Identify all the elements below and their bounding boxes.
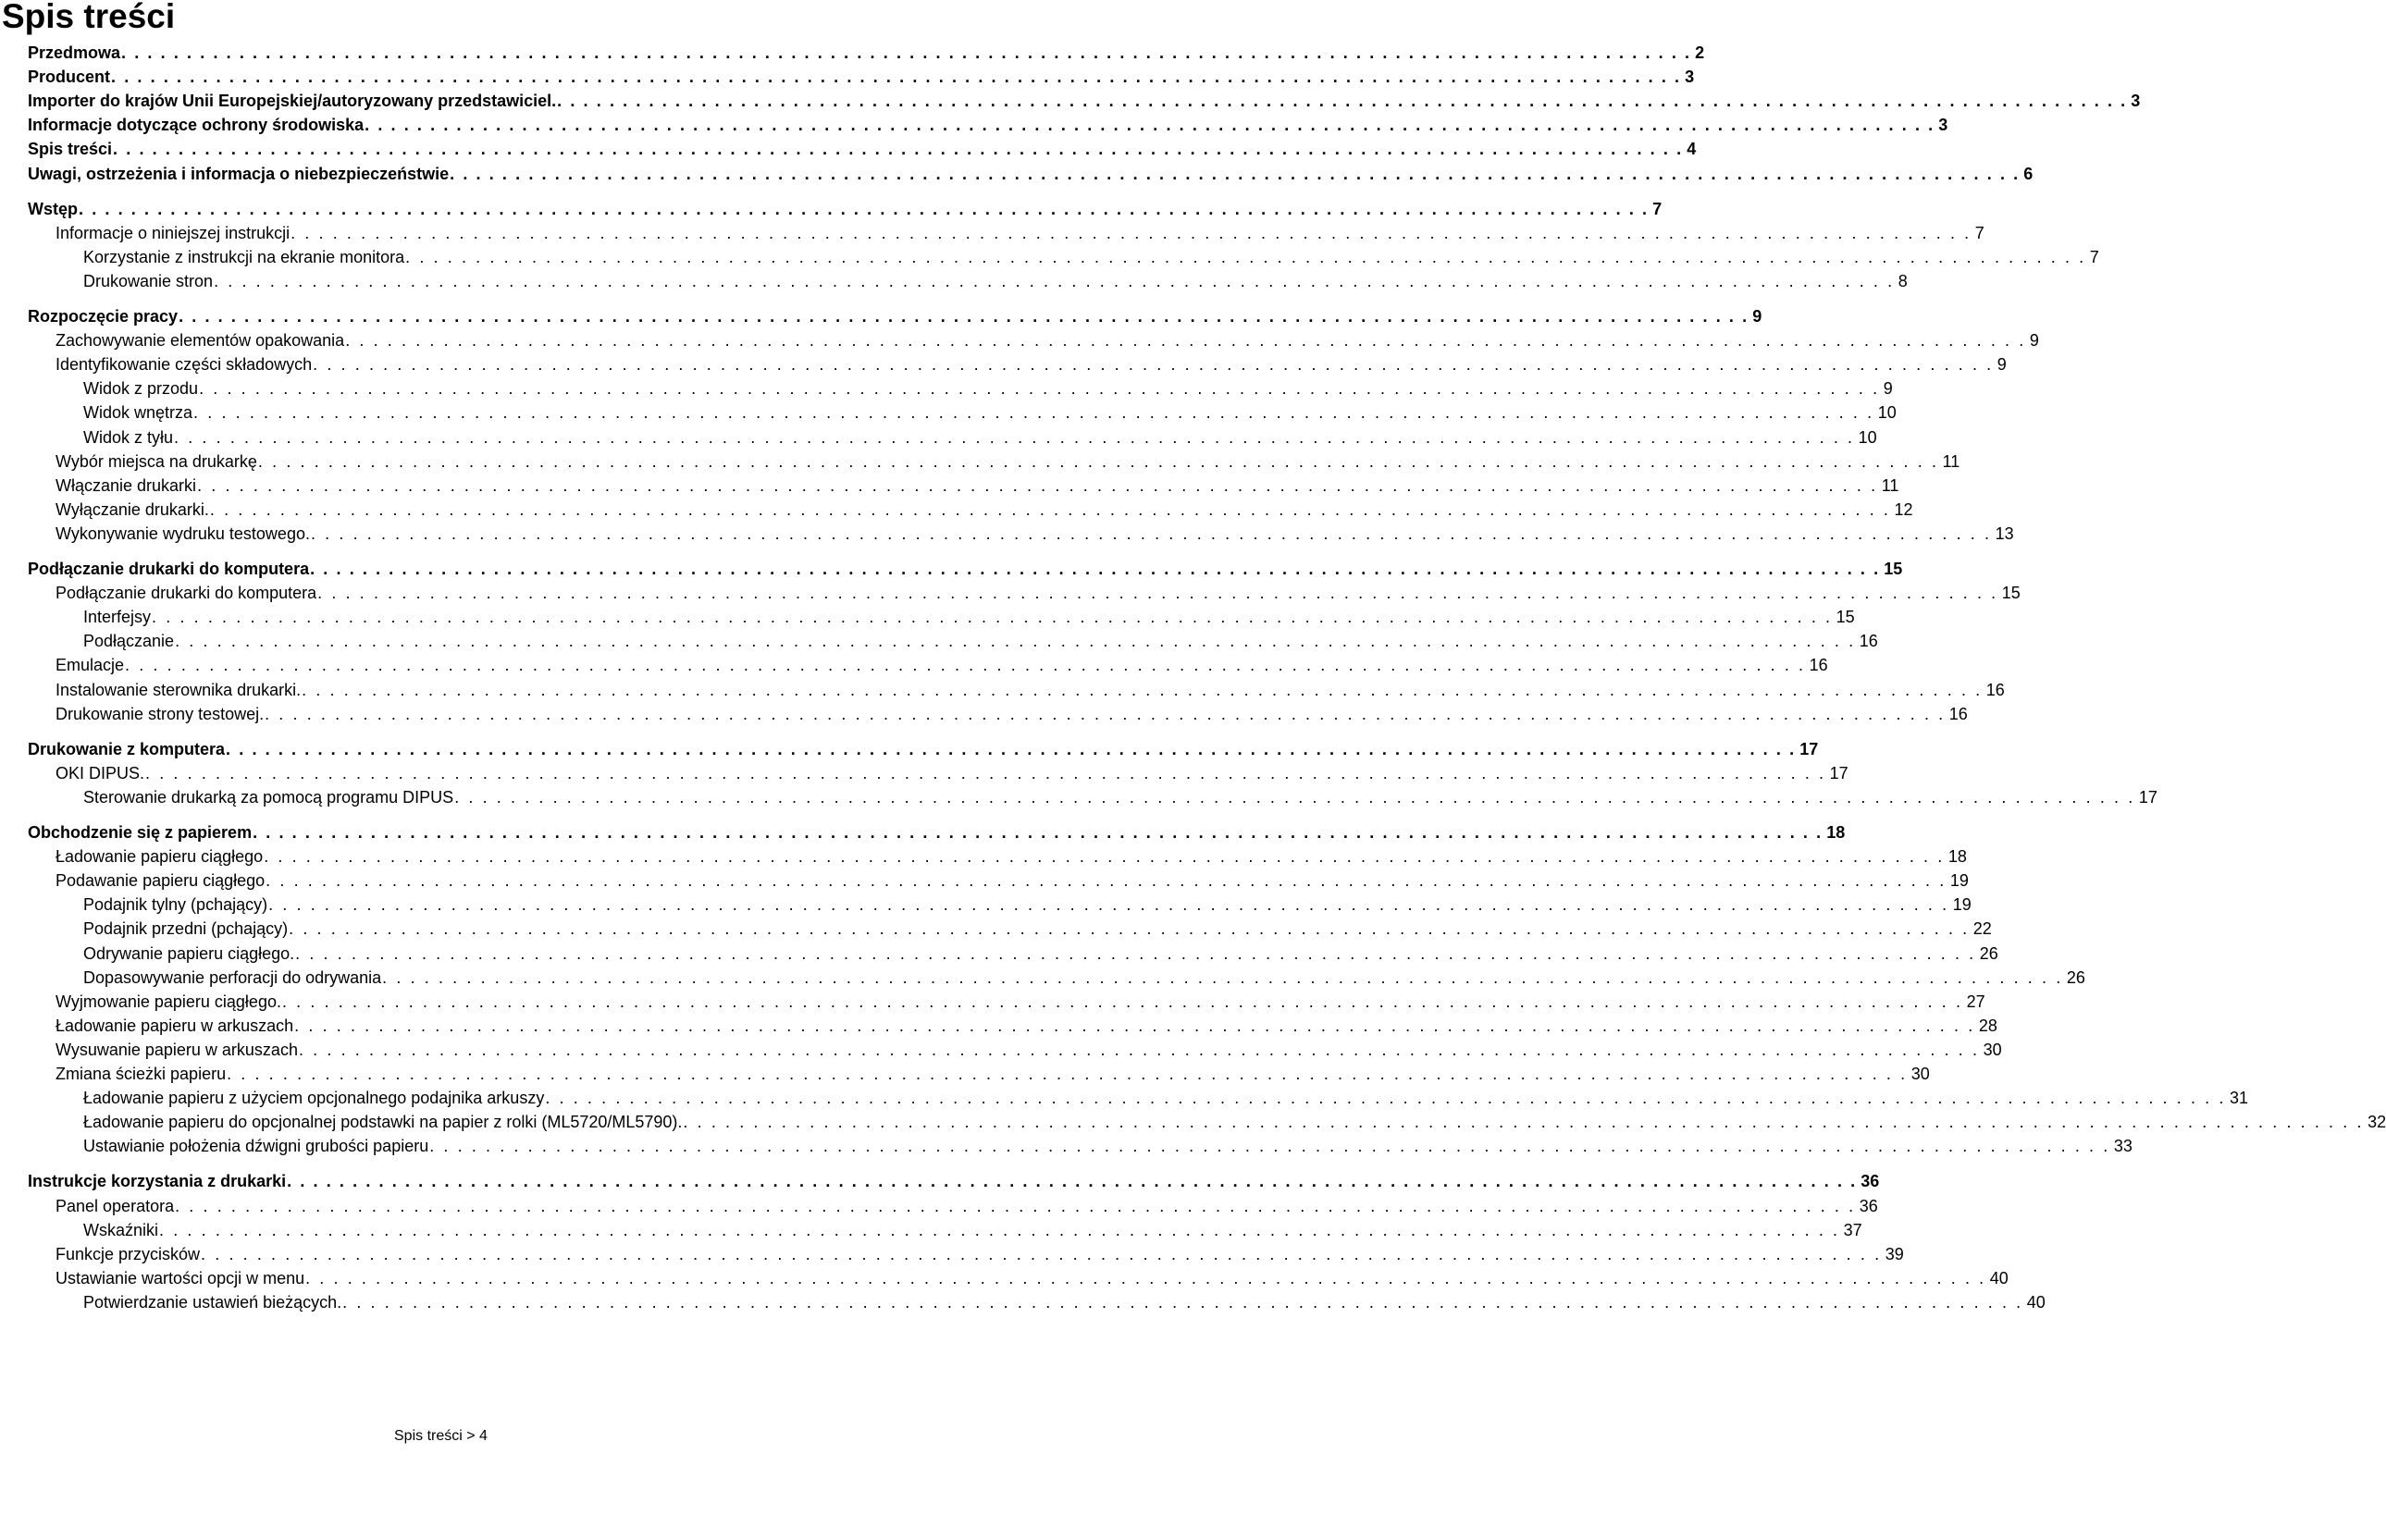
toc-entry[interactable]: [56, 221, 1984, 245]
toc-page-number: 19: [1949, 871, 1969, 891]
toc-page-number: 32: [2367, 1113, 2386, 1132]
toc-entry-title: OKI DIPUS.: [56, 763, 145, 782]
toc-page-number: 16: [1948, 704, 1968, 723]
toc-entry-title: Potwierdzanie ustawień bieżących.: [83, 1292, 342, 1312]
toc-entry-title: Instrukcje korzystania z drukarki: [28, 1172, 287, 1191]
dot-leader: . . . . . . . . . . . . . . . . . . . . . . . . . . . . . . . . . . . . . . . . . . . . . . . . . . . . . . . . . . . . . . . . . . . . . . . . . . . . . . . . . . . . . . . . . . . . . . . . . . . . . . . . . . . . . . . . . . . . . . . .: [450, 164, 2021, 183]
toc-entry-title: Informacje dotyczące ochrony środowiska: [28, 116, 365, 135]
toc-entry-title: Odrywanie papieru ciągłego.: [83, 943, 295, 963]
toc-page-number: 30: [1910, 1065, 1930, 1083]
toc-page-number: 9: [1883, 379, 1893, 399]
dot-leader: . . . . . . . . . . . . . . . . . . . . . . . . . . . . . . . . . . . . . . . . . . . . . . . . . . . . . . . . . . . . . . . . . . . . . . . . . . . . . . . . . . . . . . . . . . . . . . . . . . . . . . . . . . . . . . . . . . . . . . . .: [405, 247, 2086, 266]
dot-leader: . . . . . . . . . . . . . . . . . . . . . . . . . . . . . . . . . . . . . . . . . . . . . . . . . . . . . . . . . . . . . . . . . . . . . . . . . . . . . . . . . . . . . . . . . . . . . . . . . . . . . . . . . . . . . . . . . . . . . . . .: [365, 116, 1935, 135]
dot-leader: . . . . . . . . . . . . . . . . . . . . . . . . . . . . . . . . . . . . . . . . . . . . . . . . . . . . . . . . . . . . . . . . . . . . . . . . . . . . . . . . . . . . . . . . . . . . . . . . . . . . . . . . . . . . . . . . . . . . . . . .: [201, 1244, 1882, 1263]
toc-entry-title: Wstęp: [28, 199, 78, 218]
page-title: Spis treści: [2, 0, 176, 35]
toc-entry-title: Ustawianie położenia dźwigni grubości papieru: [83, 1137, 429, 1156]
toc-entry-title: Wybór miejsca na drukarkę: [56, 451, 257, 471]
toc-entry-title: Wyjmowanie papieru ciągłego.: [56, 992, 281, 1011]
toc-entry[interactable]: [56, 990, 1985, 1014]
toc-entry-title: Wskaźniki: [83, 1220, 159, 1239]
toc-entry[interactable]: [83, 942, 1998, 966]
toc-entry[interactable]: [56, 869, 1969, 893]
dot-leader: . . . . . . . . . . . . . . . . . . . . . . . . . . . . . . . . . . . . . . . . . . . . . . . . . . . . . . . . . . . . . . . . . . . . . . . . . . . . . . . . . . . . . . . . . . . . . . . . . . . . . . . . . . . . . . . . . . . . . . . .: [266, 871, 1947, 891]
dot-leader: . . . . . . . . . . . . . . . . . . . . . . . . . . . . . . . . . . . . . . . . . . . . . . . . . . . . . . . . . . . . . . . . . . . . . . . . . . . . . . . . . . . . . . . . . . . . . . . . . . . . . . . . . . . . . . . . . . . . . . . .: [179, 307, 1749, 326]
toc-page-number: 10: [1877, 403, 1897, 423]
toc-page-number: 11: [1942, 451, 1960, 471]
toc-entry[interactable]: [83, 425, 1877, 450]
toc-entry[interactable]: [83, 1110, 2386, 1134]
dot-leader: . . . . . . . . . . . . . . . . . . . . . . . . . . . . . . . . . . . . . . . . . . . . . . . . . . . . . . . . . . . . . . . . . . . . . . . . . . . . . . . . . . . . . . . . . . . . . . . . . . . . . . . . . . . . . . . . . . . . . . . .: [113, 140, 1684, 159]
toc-page-number: 7: [1652, 199, 1663, 218]
toc-entry-title: Podawanie papieru ciągłego: [56, 871, 266, 891]
toc-entry-title: Obchodzenie się z papierem: [28, 823, 253, 842]
toc-entry-title: Instalowanie sterownika drukarki.: [56, 680, 302, 699]
toc-page-number: 3: [1938, 116, 1948, 135]
toc-entry-title: Podłączanie drukarki do komputera: [28, 560, 310, 578]
dot-leader: . . . . . . . . . . . . . . . . . . . . . . . . . . . . . . . . . . . . . . . . . . . . . . . . . . . . . . . . . . . . . . . . . . . . . . . . . . . . . . . . . . . . . . . . . . . . . . . . . . . . . . . . . . . . . . . . . . . . . . . .: [683, 1113, 2365, 1132]
toc-entry[interactable]: [56, 1038, 2002, 1062]
toc-entry-title: Przedmowa: [28, 43, 121, 62]
toc-entry[interactable]: [56, 678, 2005, 702]
dot-leader: . . . . . . . . . . . . . . . . . . . . . . . . . . . . . . . . . . . . . . . . . . . . . . . . . . . . . . . . . . . . . . . . . . . . . . . . . . . . . . . . . . . . . . . . . . . . . . . . . . . . . . . . . . . . . . . . . . . . . . . .: [429, 1137, 2110, 1156]
toc-entry[interactable]: [56, 474, 1899, 498]
dot-leader: . . . . . . . . . . . . . . . . . . . . . . . . . . . . . . . . . . . . . . . . . . . . . . . . . . . . . . . . . . . . . . . . . . . . . . . . . . . . . . . . . . . . . . . . . . . . . . . . . . . . . . . . . . . . . . . . . . . . . . . .: [265, 704, 1946, 723]
dot-leader: . . . . . . . . . . . . . . . . . . . . . . . . . . . . . . . . . . . . . . . . . . . . . . . . . . . . . . . . . . . . . . . . . . . . . . . . . . . . . . . . . . . . . . . . . . . . . . . . . . . . . . . . . . . . . . . . . . . . . . . .: [199, 379, 1880, 399]
toc-page-number: 40: [1989, 1268, 2009, 1287]
toc-entry[interactable]: [83, 400, 1897, 425]
toc-page-number: 15: [1836, 608, 1855, 627]
toc-entry-title: Widok wnętrza: [83, 403, 193, 423]
toc-page-number: 18: [1826, 823, 1846, 842]
toc-entry[interactable]: [56, 1242, 1904, 1266]
toc-page-number: 18: [1947, 847, 1967, 867]
toc-entry[interactable]: [56, 1194, 1878, 1218]
dot-leader: . . . . . . . . . . . . . . . . . . . . . . . . . . . . . . . . . . . . . . . . . . . . . . . . . . . . . . . . . . . . . . . . . . . . . . . . . . . . . . . . . . . . . . . . . . . . . . . . . . . . . . . . . . . . . . . . . . . . . . . .: [174, 427, 1855, 447]
toc-page-number: 3: [1685, 68, 1695, 87]
toc-page-number: 17: [1799, 739, 1819, 758]
toc-entry-title: Podajnik przedni (pchający): [83, 919, 289, 939]
toc-entry-title: Ustawianie wartości opcji w menu: [56, 1268, 305, 1287]
toc-entry[interactable]: [56, 328, 2039, 352]
toc-page-number: 26: [2066, 967, 2085, 987]
toc-page-number: 39: [1885, 1244, 1904, 1263]
toc-entry[interactable]: [83, 605, 1855, 629]
toc-entry[interactable]: [83, 893, 1972, 917]
dot-leader: . . . . . . . . . . . . . . . . . . . . . . . . . . . . . . . . . . . . . . . . . . . . . . . . . . . . . . . . . . . . . . . . . . . . . . . . . . . . . . . . . . . . . . . . . . . . . . . . . . . . . . . . . . . . . . . . . . . . . . . .: [298, 1040, 1980, 1059]
toc-entry-title: Włączanie drukarki: [56, 475, 197, 495]
toc-entry-title: Identyfikowanie części składowych: [56, 355, 313, 375]
toc-chapter-entry[interactable]: [28, 820, 1846, 844]
toc-entry[interactable]: [83, 245, 2099, 269]
toc-entry-title: Ładowanie papieru ciągłego: [56, 847, 264, 867]
toc-entry[interactable]: [56, 581, 2021, 605]
dot-leader: . . . . . . . . . . . . . . . . . . . . . . . . . . . . . . . . . . . . . . . . . . . . . . . . . . . . . . . . . . . . . . . . . . . . . . . . . . . . . . . . . . . . . . . . . . . . . . . . . . . . . . . . . . . . . . . . . . . . . . . .: [268, 895, 1949, 915]
toc-chapter-entry[interactable]: [28, 113, 1948, 137]
dot-leader: . . . . . . . . . . . . . . . . . . . . . . . . . . . . . . . . . . . . . . . . . . . . . . . . . . . . . . . . . . . . . . . . . . . . . . . . . . . . . . . . . . . . . . . . . . . . . . . . . . . . . . . . . . . . . . . . . . . . . . . .: [317, 584, 1998, 603]
dot-leader: . . . . . . . . . . . . . . . . . . . . . . . . . . . . . . . . . . . . . . . . . . . . . . . . . . . . . . . . . . . . . . . . . . . . . . . . . . . . . . . . . . . . . . . . . . . . . . . . . . . . . . . . . . . . . . . . . . . . . . . .: [305, 1268, 1986, 1287]
toc-entry[interactable]: [56, 522, 2014, 546]
toc-entry[interactable]: [56, 761, 1848, 785]
toc-page-number: 30: [1983, 1040, 2002, 1059]
toc-entry[interactable]: [83, 269, 1908, 293]
toc-entry[interactable]: [83, 917, 1992, 941]
dot-leader: . . . . . . . . . . . . . . . . . . . . . . . . . . . . . . . . . . . . . . . . . . . . . . . . . . . . . . . . . . . . . . . . . . . . . . . . . . . . . . . . . . . . . . . . . . . . . . . . . . . . . . . . . . . . . . . . . . . . . . . .: [125, 656, 1806, 675]
toc-entry-title: Podłączanie: [83, 632, 175, 651]
dot-leader: . . . . . . . . . . . . . . . . . . . . . . . . . . . . . . . . . . . . . . . . . . . . . . . . . . . . . . . . . . . . . . . . . . . . . . . . . . . . . . . . . . . . . . . . . . . . . . . . . . . . . . . . . . . . . . . . . . . . . . . .: [253, 823, 1823, 842]
dot-leader: . . . . . . . . . . . . . . . . . . . . . . . . . . . . . . . . . . . . . . . . . . . . . . . . . . . . . . . . . . . . . . . . . . . . . . . . . . . . . . . . . . . . . . . . . . . . . . . . . . . . . . . . . . . . . . . . . . . . . . . .: [111, 68, 1682, 87]
toc-entry[interactable]: [83, 629, 1878, 653]
toc-entry-title: Ładowanie papieru w arkuszach: [56, 1016, 294, 1035]
toc-entry[interactable]: [56, 1266, 2009, 1290]
toc-entry-title: Zmiana ścieżki papieru: [56, 1065, 227, 1083]
dot-leader: . . . . . . . . . . . . . . . . . . . . . . . . . . . . . . . . . . . . . . . . . . . . . . . . . . . . . . . . . . . . . . . . . . . . . . . . . . . . . . . . . . . . . . . . . . . . . . . . . . . . . . . . . . . . . . . . . . . . . . . .: [209, 499, 1891, 519]
toc-entry[interactable]: [83, 966, 2085, 990]
dot-leader: . . . . . . . . . . . . . . . . . . . . . . . . . . . . . . . . . . . . . . . . . . . . . . . . . . . . . . . . . . . . . . . . . . . . . . . . . . . . . . . . . . . . . . . . . . . . . . . . . . . . . . . . . . . . . . . . . . . . . . . .: [121, 43, 1692, 62]
toc-page-number: 3: [2131, 92, 2141, 111]
dot-leader: . . . . . . . . . . . . . . . . . . . . . . . . . . . . . . . . . . . . . . . . . . . . . . . . . . . . . . . . . . . . . . . . . . . . . . . . . . . . . . . . . . . . . . . . . . . . . . . . . . . . . . . . . . . . . . . . . . . . . . . .: [382, 967, 2063, 987]
toc-page-number: 4: [1687, 140, 1697, 159]
toc-entry[interactable]: [83, 376, 1893, 400]
toc-entry[interactable]: [83, 1086, 2248, 1110]
toc-entry-title: Drukowanie z komputera: [28, 739, 226, 758]
dot-leader: . . . . . . . . . . . . . . . . . . . . . . . . . . . . . . . . . . . . . . . . . . . . . . . . . . . . . . . . . . . . . . . . . . . . . . . . . . . . . . . . . . . . . . . . . . . . . . . . . . . . . . . . . . . . . . . . . . . . . . . .: [313, 355, 1994, 375]
toc-page-number: 2: [1695, 43, 1705, 62]
toc-entry-title: Dopasowywanie perforacji do odrywania: [83, 967, 382, 987]
toc-entry-title: Uwagi, ostrzeżenia i informacja o niebezpieczeństwie: [28, 164, 450, 183]
toc-chapter-entry[interactable]: [28, 304, 1762, 328]
toc-entry-title: Importer do krajów Unii Europejskiej/autoryzowany przedstawiciel.: [28, 92, 557, 111]
toc-page-number: 28: [1978, 1016, 1997, 1035]
dot-leader: . . . . . . . . . . . . . . . . . . . . . . . . . . . . . . . . . . . . . . . . . . . . . . . . . . . . . . . . . . . . . . . . . . . . . . . . . . . . . . . . . . . . . . . . . . . . . . . . . . . . . . . . . . . . . . . . . . . . . . . .: [454, 787, 2135, 807]
toc-page-number: 36: [1859, 1196, 1878, 1215]
toc-page-number: 7: [2089, 247, 2099, 266]
toc-entry-title: Drukowanie stron: [83, 271, 214, 290]
toc-chapter-entry[interactable]: [28, 41, 1705, 65]
toc-page-number: 36: [1861, 1172, 1880, 1191]
toc-page-number: 19: [1952, 895, 1972, 915]
dot-leader: . . . . . . . . . . . . . . . . . . . . . . . . . . . . . . . . . . . . . . . . . . . . . . . . . . . . . . . . . . . . . . . . . . . . . . . . . . . . . . . . . . . . . . . . . . . . . . . . . . . . . . . . . . . . . . . . . . . . . . . .: [557, 92, 2128, 111]
toc-entry-title: Widok z przodu: [83, 379, 199, 399]
dot-leader: . . . . . . . . . . . . . . . . . . . . . . . . . . . . . . . . . . . . . . . . . . . . . . . . . . . . . . . . . . . . . . . . . . . . . . . . . . . . . . . . . . . . . . . . . . . . . . . . . . . . . . . . . . . . . . . . . . . . . . . .: [281, 992, 1963, 1011]
toc-page-number: 27: [1966, 992, 1985, 1011]
toc-entry-title: Drukowanie strony testowej.: [56, 704, 265, 723]
toc-page-number: 16: [1859, 632, 1878, 651]
dot-leader: . . . . . . . . . . . . . . . . . . . . . . . . . . . . . . . . . . . . . . . . . . . . . . . . . . . . . . . . . . . . . . . . . . . . . . . . . . . . . . . . . . . . . . . . . . . . . . . . . . . . . . . . . . . . . . . . . . . . . . . .: [291, 223, 1972, 242]
toc-entry-title: Emulacje: [56, 656, 125, 675]
toc-page-number: 37: [1843, 1220, 1862, 1239]
toc-page-number: 9: [1997, 355, 2007, 375]
toc-entry[interactable]: [83, 1218, 1862, 1242]
toc-entry-title: Wysuwanie papieru w arkuszach: [56, 1040, 298, 1059]
toc-entry-title: Producent: [28, 68, 111, 87]
toc-page-number: 40: [2026, 1292, 2046, 1312]
dot-leader: . . . . . . . . . . . . . . . . . . . . . . . . . . . . . . . . . . . . . . . . . . . . . . . . . . . . . . . . . . . . . . . . . . . . . . . . . . . . . . . . . . . . . . . . . . . . . . . . . . . . . . . . . . . . . . . . . . . . . . . .: [310, 560, 1881, 578]
toc-page-number: 17: [2138, 787, 2157, 807]
toc-page-number: 9: [1752, 307, 1762, 326]
toc-chapter-entry[interactable]: [28, 557, 1903, 581]
toc-entry[interactable]: [56, 1014, 1997, 1038]
toc-page-number: 22: [1972, 919, 1992, 939]
toc-page-number: 33: [2113, 1137, 2133, 1156]
toc-page-number: 8: [1898, 271, 1908, 290]
toc-chapter-entry[interactable]: [28, 65, 1695, 89]
toc-entry[interactable]: [56, 702, 1968, 726]
dot-leader: . . . . . . . . . . . . . . . . . . . . . . . . . . . . . . . . . . . . . . . . . . . . . . . . . . . . . . . . . . . . . . . . . . . . . . . . . . . . . . . . . . . . . . . . . . . . . . . . . . . . . . . . . . . . . . . . . . . . . . . .: [264, 847, 1945, 867]
dot-leader: . . . . . . . . . . . . . . . . . . . . . . . . . . . . . . . . . . . . . . . . . . . . . . . . . . . . . . . . . . . . . . . . . . . . . . . . . . . . . . . . . . . . . . . . . . . . . . . . . . . . . . . . . . . . . . . . . . . . . . . .: [197, 475, 1878, 495]
toc-entry-title: Panel operatora: [56, 1196, 175, 1215]
toc-entry-title: Sterowanie drukarką za pomocą programu DIPUS: [83, 787, 454, 807]
toc-entry[interactable]: [56, 844, 1967, 869]
toc-chapter-entry[interactable]: [28, 197, 1663, 221]
dot-leader: . . . . . . . . . . . . . . . . . . . . . . . . . . . . . . . . . . . . . . . . . . . . . . . . . . . . . . . . . . . . . . . . . . . . . . . . . . . . . . . . . . . . . . . . . . . . . . . . . . . . . . . . . . . . . . . . . . . . . . . .: [152, 608, 1833, 627]
toc-entry[interactable]: [56, 653, 1828, 677]
toc-entry[interactable]: [56, 1062, 1930, 1086]
dot-leader: . . . . . . . . . . . . . . . . . . . . . . . . . . . . . . . . . . . . . . . . . . . . . . . . . . . . . . . . . . . . . . . . . . . . . . . . . . . . . . . . . . . . . . . . . . . . . . . . . . . . . . . . . . . . . . . . . . . . . . . .: [214, 271, 1895, 290]
toc-entry[interactable]: [83, 1290, 2046, 1314]
toc-page-number: 16: [1809, 656, 1828, 675]
page-footer: Spis treści > 4: [394, 1428, 488, 1444]
toc-entry-title: Funkcje przycisków: [56, 1244, 201, 1263]
toc-page-number: 11: [1881, 475, 1899, 495]
toc-entry[interactable]: [83, 1134, 2133, 1158]
dot-leader: . . . . . . . . . . . . . . . . . . . . . . . . . . . . . . . . . . . . . . . . . . . . . . . . . . . . . . . . . . . . . . . . . . . . . . . . . . . . . . . . . . . . . . . . . . . . . . . . . . . . . . . . . . . . . . . . . . . . . . . .: [226, 739, 1797, 758]
toc-entry[interactable]: [56, 450, 1960, 474]
toc-entry-title: Korzystanie z instrukcji na ekranie monitora: [83, 247, 405, 266]
dot-leader: . . . . . . . . . . . . . . . . . . . . . . . . . . . . . . . . . . . . . . . . . . . . . . . . . . . . . . . . . . . . . . . . . . . . . . . . . . . . . . . . . . . . . . . . . . . . . . . . . . . . . . . . . . . . . . . . . . . . . . . .: [175, 632, 1856, 651]
dot-leader: . . . . . . . . . . . . . . . . . . . . . . . . . . . . . . . . . . . . . . . . . . . . . . . . . . . . . . . . . . . . . . . . . . . . . . . . . . . . . . . . . . . . . . . . . . . . . . . . . . . . . . . . . . . . . . . . . . . . . . . .: [545, 1089, 2226, 1108]
toc-chapter-entry[interactable]: [28, 737, 1819, 761]
dot-leader: . . . . . . . . . . . . . . . . . . . . . . . . . . . . . . . . . . . . . . . . . . . . . . . . . . . . . . . . . . . . . . . . . . . . . . . . . . . . . . . . . . . . . . . . . . . . . . . . . . . . . . . . . . . . . . . . . . . . . . . .: [193, 403, 1874, 423]
toc-entry-title: Interfejsy: [83, 608, 152, 627]
toc-chapter-entry[interactable]: [28, 89, 2141, 113]
toc-page-number: 15: [2001, 584, 2021, 603]
toc-entry-title: Rozpoczęcie pracy: [28, 307, 179, 326]
dot-leader: . . . . . . . . . . . . . . . . . . . . . . . . . . . . . . . . . . . . . . . . . . . . . . . . . . . . . . . . . . . . . . . . . . . . . . . . . . . . . . . . . . . . . . . . . . . . . . . . . . . . . . . . . . . . . . . . . . . . . . . .: [257, 451, 1939, 471]
toc-page-number: 31: [2229, 1089, 2248, 1108]
dot-leader: . . . . . . . . . . . . . . . . . . . . . . . . . . . . . . . . . . . . . . . . . . . . . . . . . . . . . . . . . . . . . . . . . . . . . . . . . . . . . . . . . . . . . . . . . . . . . . . . . . . . . . . . . . . . . . . . . . . . . . . .: [159, 1220, 1840, 1239]
toc-entry-title: Podajnik tylny (pchający): [83, 895, 268, 915]
toc-page-number: 26: [1979, 943, 1998, 963]
toc-page-number: 10: [1858, 427, 1877, 447]
toc-page-number: 9: [2029, 331, 2039, 351]
toc-page-number: 6: [2023, 164, 2034, 183]
dot-leader: . . . . . . . . . . . . . . . . . . . . . . . . . . . . . . . . . . . . . . . . . . . . . . . . . . . . . . . . . . . . . . . . . . . . . . . . . . . . . . . . . . . . . . . . . . . . . . . . . . . . . . . . . . . . . . . . . . . . . . . .: [295, 943, 1976, 963]
dot-leader: . . . . . . . . . . . . . . . . . . . . . . . . . . . . . . . . . . . . . . . . . . . . . . . . . . . . . . . . . . . . . . . . . . . . . . . . . . . . . . . . . . . . . . . . . . . . . . . . . . . . . . . . . . . . . . . . . . . . . . . .: [294, 1016, 1975, 1035]
toc-entry-title: Zachowywanie elementów opakowania: [56, 331, 345, 351]
toc-entry-title: Informacje o niniejszej instrukcji: [56, 223, 291, 242]
dot-leader: . . . . . . . . . . . . . . . . . . . . . . . . . . . . . . . . . . . . . . . . . . . . . . . . . . . . . . . . . . . . . . . . . . . . . . . . . . . . . . . . . . . . . . . . . . . . . . . . . . . . . . . . . . . . . . . . . . . . . . . .: [289, 919, 1970, 939]
toc-entry-title: Podłączanie drukarki do komputera: [56, 584, 317, 603]
toc-chapter-entry[interactable]: [28, 137, 1697, 161]
toc-page-number: 13: [1995, 524, 2014, 543]
toc-page-number: 15: [1884, 560, 1903, 578]
toc-page-number: 7: [1974, 223, 1984, 242]
toc-entry-title: Spis treści: [28, 140, 113, 159]
dot-leader: . . . . . . . . . . . . . . . . . . . . . . . . . . . . . . . . . . . . . . . . . . . . . . . . . . . . . . . . . . . . . . . . . . . . . . . . . . . . . . . . . . . . . . . . . . . . . . . . . . . . . . . . . . . . . . . . . . . . . . . .: [227, 1065, 1908, 1083]
toc-entry-title: Wykonywanie wydruku testowego.: [56, 524, 310, 543]
dot-leader: . . . . . . . . . . . . . . . . . . . . . . . . . . . . . . . . . . . . . . . . . . . . . . . . . . . . . . . . . . . . . . . . . . . . . . . . . . . . . . . . . . . . . . . . . . . . . . . . . . . . . . . . . . . . . . . . . . . . . . . .: [145, 763, 1826, 782]
toc-entry-title: Widok z tyłu: [83, 427, 174, 447]
toc-entry[interactable]: [83, 785, 2157, 809]
toc-chapter-entry[interactable]: [28, 162, 2034, 186]
toc-entry[interactable]: [56, 498, 1913, 522]
dot-leader: . . . . . . . . . . . . . . . . . . . . . . . . . . . . . . . . . . . . . . . . . . . . . . . . . . . . . . . . . . . . . . . . . . . . . . . . . . . . . . . . . . . . . . . . . . . . . . . . . . . . . . . . . . . . . . . . . . . . . . . .: [342, 1292, 2023, 1312]
toc-entry-title: Wyłączanie drukarki.: [56, 499, 209, 519]
toc-entry-title: Ładowanie papieru z użyciem opcjonalnego podajnika arkuszy: [83, 1089, 545, 1108]
dot-leader: . . . . . . . . . . . . . . . . . . . . . . . . . . . . . . . . . . . . . . . . . . . . . . . . . . . . . . . . . . . . . . . . . . . . . . . . . . . . . . . . . . . . . . . . . . . . . . . . . . . . . . . . . . . . . . . . . . . . . . . .: [310, 524, 1992, 543]
toc-page-number: 16: [1985, 680, 2005, 699]
dot-leader: . . . . . . . . . . . . . . . . . . . . . . . . . . . . . . . . . . . . . . . . . . . . . . . . . . . . . . . . . . . . . . . . . . . . . . . . . . . . . . . . . . . . . . . . . . . . . . . . . . . . . . . . . . . . . . . . . . . . . . . .: [345, 331, 2026, 351]
toc-chapter-entry[interactable]: [28, 1169, 1880, 1193]
dot-leader: . . . . . . . . . . . . . . . . . . . . . . . . . . . . . . . . . . . . . . . . . . . . . . . . . . . . . . . . . . . . . . . . . . . . . . . . . . . . . . . . . . . . . . . . . . . . . . . . . . . . . . . . . . . . . . . . . . . . . . . .: [175, 1196, 1856, 1215]
toc-entry[interactable]: [56, 352, 2007, 376]
dot-leader: . . . . . . . . . . . . . . . . . . . . . . . . . . . . . . . . . . . . . . . . . . . . . . . . . . . . . . . . . . . . . . . . . . . . . . . . . . . . . . . . . . . . . . . . . . . . . . . . . . . . . . . . . . . . . . . . . . . . . . . .: [79, 199, 1650, 218]
toc-page-number: 12: [1894, 499, 1913, 519]
dot-leader: . . . . . . . . . . . . . . . . . . . . . . . . . . . . . . . . . . . . . . . . . . . . . . . . . . . . . . . . . . . . . . . . . . . . . . . . . . . . . . . . . . . . . . . . . . . . . . . . . . . . . . . . . . . . . . . . . . . . . . . .: [302, 680, 1983, 699]
dot-leader: . . . . . . . . . . . . . . . . . . . . . . . . . . . . . . . . . . . . . . . . . . . . . . . . . . . . . . . . . . . . . . . . . . . . . . . . . . . . . . . . . . . . . . . . . . . . . . . . . . . . . . . . . . . . . . . . . . . . . . . .: [287, 1172, 1858, 1191]
toc-page-number: 17: [1829, 763, 1848, 782]
toc-entry-title: Ładowanie papieru do opcjonalnej podstawki na papier z rolki (ML5720/ML5790).: [83, 1113, 683, 1132]
